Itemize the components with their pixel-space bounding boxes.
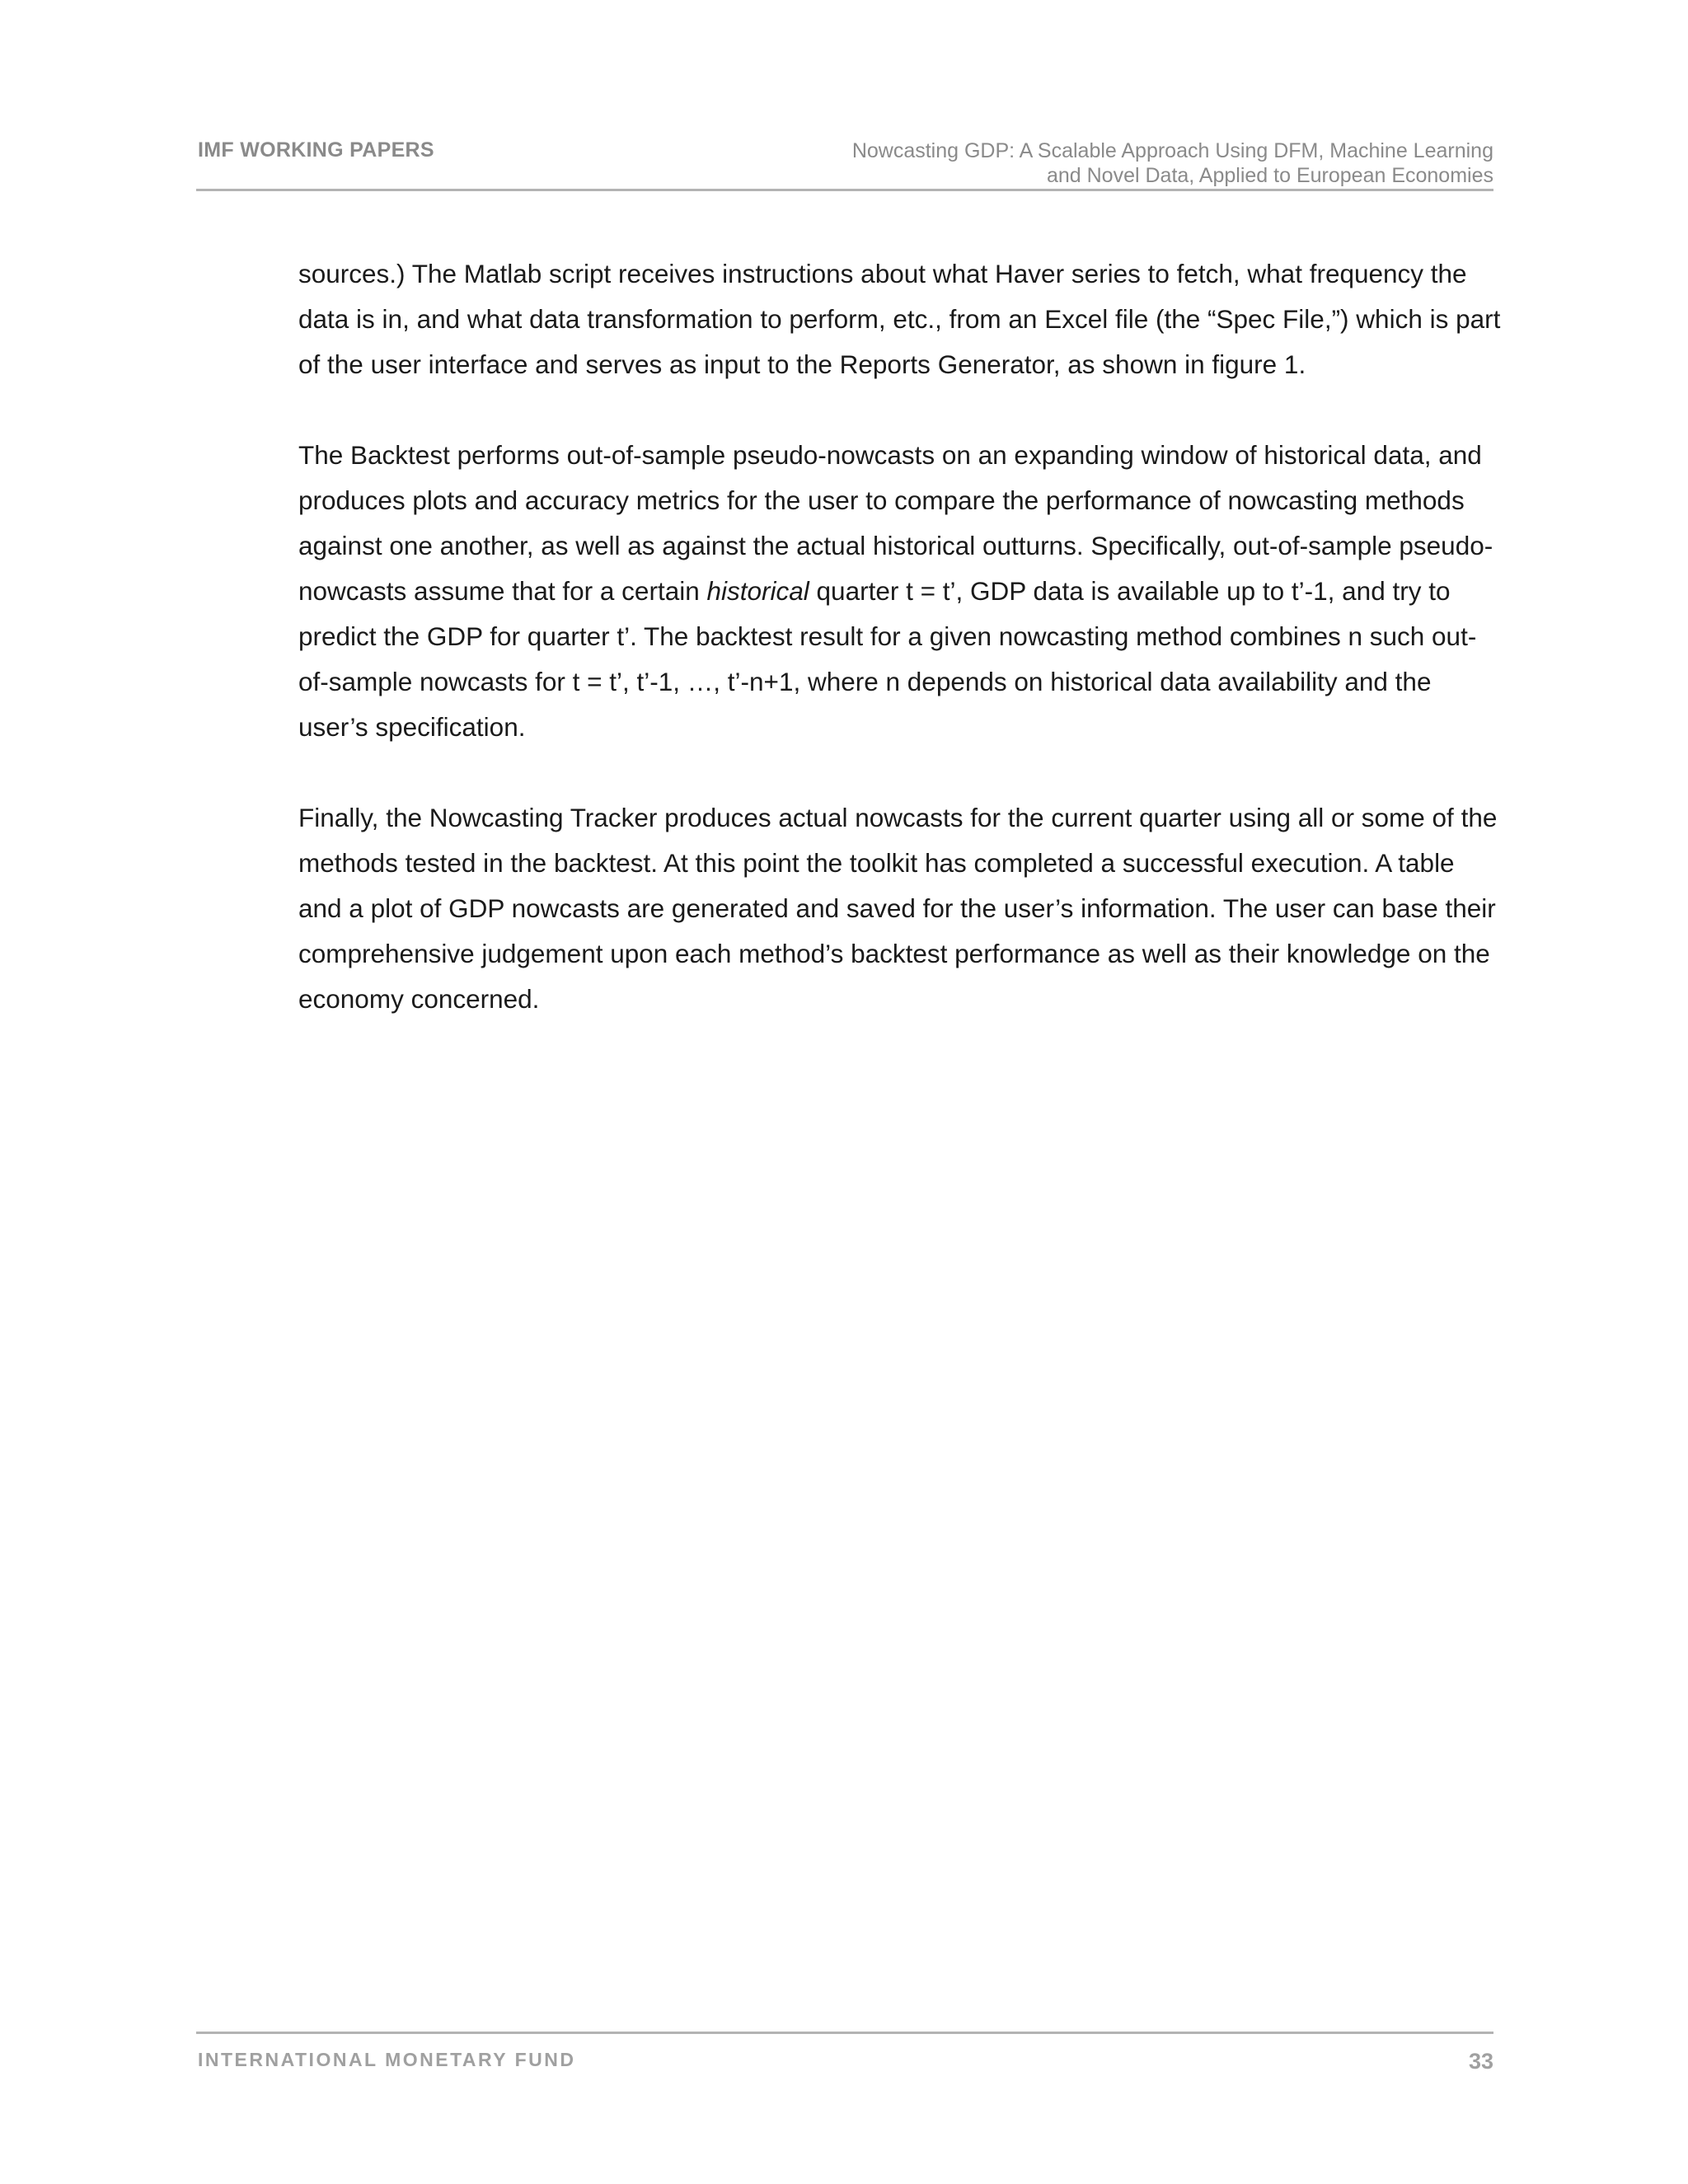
paragraph-1: sources.) The Matlab script receives instructions about what Haver series to fetch, what frequency the data is in, and what data transformation to perform, etc., from an Excel file (the “Spec File,”) which is part of the user interface and serves as input to the Reports Generator, as shown in figure 1.: [298, 259, 1501, 379]
paragraph-2-part-1: The Backtest performs out-of-sample pseudo-nowcasts on an expanding window of historical data, and produces plots and accuracy metrics for the user to compare the performance of nowcasting methods against one another, as well as against the actual historical outturns. Specifically, out-of-sample pseudo-nowcasts assume that for a certain: [298, 440, 1493, 606]
running-header-title: [669, 138, 1493, 188]
page-number: 33: [1468, 2049, 1493, 2074]
footer-divider: [196, 2032, 1493, 2034]
running-header-title-line1: Nowcasting GDP: A Scalable Approach Using DFM, Machine Learning: [851, 139, 1493, 162]
footer-organization: INTERNATIONAL MONETARY FUND: [198, 2049, 576, 2070]
running-header-title-line2: and Novel Data, Applied to European Economies: [1046, 164, 1493, 187]
paragraph-3: Finally, the Nowcasting Tracker produces actual nowcasts for the current quarter using all or some of the methods tested in the backtest. At this point the toolkit has completed a successful execution. A table and a plot of GDP nowcasts are generated and saved for the user’s information. The user can base their comprehensive judgement upon each method’s backtest performance as well as their knowledge on the economy concerned.: [298, 803, 1498, 1014]
page-body: [298, 251, 1502, 1022]
running-header-series: IMF WORKING PAPERS: [198, 138, 434, 162]
header-divider: [196, 189, 1493, 191]
paragraph-2-part-2: quarter t = t’, GDP data is available up to t’-1, and try to predict the GDP for quarter t’. The backtest result for a given nowcasting method combines n such out-of-sample nowcasts for t = t’, t’-1, …, t’-n+1, where n depends on historical data availability and the user’s specification.: [298, 576, 1477, 742]
paragraph-2-italic: historical: [706, 576, 809, 606]
paragraph-2: [298, 433, 1502, 750]
